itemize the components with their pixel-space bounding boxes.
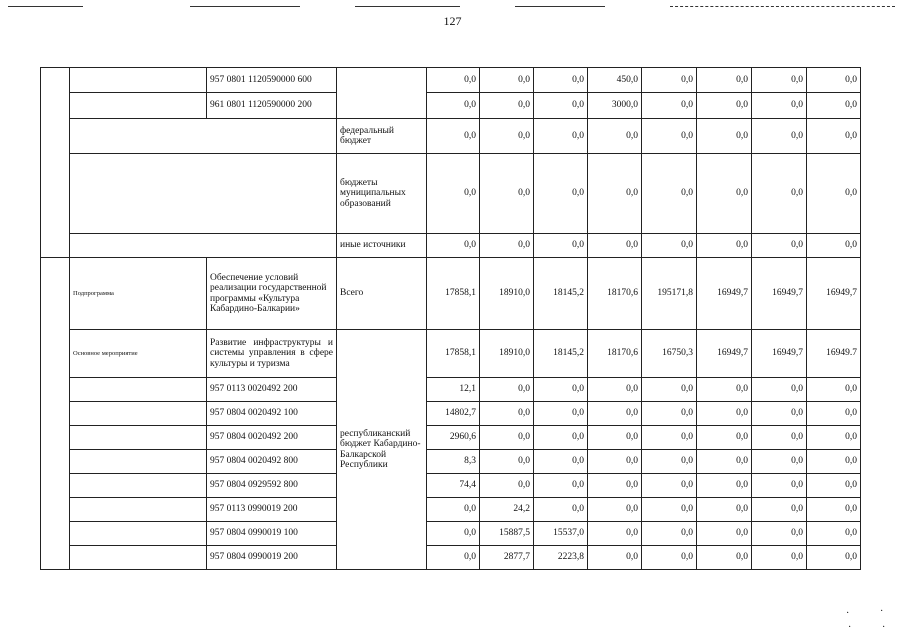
row-type: Подпрограмма <box>70 258 207 330</box>
value-cell: 0,0 <box>534 68 588 93</box>
value-cell: 0,0 <box>588 498 642 522</box>
value-cell: 16949,7 <box>752 330 807 378</box>
value-cell: 0,0 <box>427 68 480 93</box>
value-cell: 16750,3 <box>642 330 697 378</box>
value-cell: 0,0 <box>480 378 534 402</box>
value-cell: 0,0 <box>807 450 861 474</box>
funding-source: республиканский бюджет Кабардино-Балкарской Республики <box>337 330 427 570</box>
value-cell: 0,0 <box>697 498 752 522</box>
value-cell: 0,0 <box>642 522 697 546</box>
value-cell: 0,0 <box>534 450 588 474</box>
value-cell: 0,0 <box>752 93 807 119</box>
value-cell: 0,0 <box>588 402 642 426</box>
value-cell: 0,0 <box>807 154 861 234</box>
value-cell: 0,0 <box>642 154 697 234</box>
value-cell: 450,0 <box>588 68 642 93</box>
value-cell: 18910,0 <box>480 330 534 378</box>
value-cell: 0,0 <box>534 93 588 119</box>
value-cell: 0,0 <box>480 93 534 119</box>
budget-code: 957 0113 0990019 200 <box>207 498 337 522</box>
blank-cell <box>70 474 207 498</box>
blank-cell <box>70 498 207 522</box>
value-cell: 0,0 <box>642 546 697 570</box>
value-cell: 0,0 <box>697 522 752 546</box>
value-cell: 0,0 <box>642 474 697 498</box>
value-cell: 18170,6 <box>588 258 642 330</box>
value-cell: 16949,7 <box>807 258 861 330</box>
value-cell: 0,0 <box>588 234 642 258</box>
budget-code: 961 0801 1120590000 200 <box>207 93 337 119</box>
value-cell: 195171,8 <box>642 258 697 330</box>
header-rule <box>8 6 83 7</box>
budget-code: 957 0804 0020492 800 <box>207 450 337 474</box>
budget-code: 957 0804 0990019 200 <box>207 546 337 570</box>
value-cell: 0,0 <box>480 154 534 234</box>
value-cell: 0,0 <box>807 378 861 402</box>
value-cell: 17858,1 <box>427 258 480 330</box>
blank-cell <box>70 154 337 234</box>
value-cell: 0,0 <box>588 426 642 450</box>
value-cell: 0,0 <box>807 68 861 93</box>
program-name: Обеспечение условий реализации государственной программы «Культура Кабардино-Балкарии» <box>207 258 337 330</box>
value-cell: 0,0 <box>534 378 588 402</box>
value-cell: 0,0 <box>427 119 480 154</box>
scan-mark: · <box>880 606 884 617</box>
value-cell: 0,0 <box>480 426 534 450</box>
blank-cell <box>41 68 70 258</box>
value-cell: 0,0 <box>534 426 588 450</box>
value-cell: 15537,0 <box>534 522 588 546</box>
value-cell: 2960,6 <box>427 426 480 450</box>
value-cell: 18910,0 <box>480 258 534 330</box>
value-cell: 0,0 <box>427 234 480 258</box>
value-cell: 12,1 <box>427 378 480 402</box>
value-cell: 0,0 <box>642 378 697 402</box>
table-row <box>41 402 861 426</box>
value-cell: 17858,1 <box>427 330 480 378</box>
table-row <box>41 546 861 570</box>
budget-code: 957 0804 0990019 100 <box>207 522 337 546</box>
scan-mark: · <box>848 622 852 633</box>
blank-cell <box>70 234 337 258</box>
funding-source: иные источники <box>337 234 427 258</box>
value-cell: 0,0 <box>427 154 480 234</box>
value-cell: 0,0 <box>588 474 642 498</box>
value-cell: 0,0 <box>642 402 697 426</box>
table-row <box>41 378 861 402</box>
value-cell: 0,0 <box>588 378 642 402</box>
value-cell: 0,0 <box>534 154 588 234</box>
activity-name: Развитие инфраструктуры и системы управления в сфере культуры и туризма <box>207 330 337 378</box>
table-row <box>41 450 861 474</box>
blank-cell <box>41 258 70 570</box>
value-cell: 0,0 <box>588 119 642 154</box>
value-cell: 0,0 <box>752 450 807 474</box>
value-cell: 0,0 <box>807 402 861 426</box>
scan-mark: · <box>882 622 886 633</box>
header-rule <box>670 6 895 7</box>
value-cell: 0,0 <box>697 154 752 234</box>
value-cell: 0,0 <box>427 93 480 119</box>
blank-cell <box>70 402 207 426</box>
blank-cell <box>70 68 207 93</box>
value-cell: 0,0 <box>534 474 588 498</box>
table-row <box>41 93 861 119</box>
value-cell: 0,0 <box>807 498 861 522</box>
blank-cell <box>70 450 207 474</box>
header-rule <box>355 6 460 7</box>
value-cell: 0,0 <box>697 378 752 402</box>
budget-code: 957 0801 1120590000 600 <box>207 68 337 93</box>
value-cell: 0,0 <box>807 119 861 154</box>
table-row <box>41 498 861 522</box>
value-cell: 0,0 <box>752 402 807 426</box>
value-cell: 0,0 <box>480 234 534 258</box>
value-cell: 0,0 <box>807 93 861 119</box>
value-cell: 0,0 <box>752 119 807 154</box>
blank-cell <box>70 426 207 450</box>
value-cell: 0,0 <box>534 498 588 522</box>
value-cell: 14802,7 <box>427 402 480 426</box>
value-cell: 0,0 <box>752 498 807 522</box>
funding-source: бюджеты муниципальных образований <box>337 154 427 234</box>
budget-code: 957 0804 0929592 800 <box>207 474 337 498</box>
table-row <box>41 426 861 450</box>
table-row <box>41 258 861 330</box>
value-cell: 0,0 <box>480 474 534 498</box>
value-cell: 18170,6 <box>588 330 642 378</box>
value-cell: 0,0 <box>534 234 588 258</box>
blank-cell <box>70 119 337 154</box>
value-cell: 0,0 <box>752 474 807 498</box>
budget-code: 957 0113 0020492 200 <box>207 378 337 402</box>
value-cell: 0,0 <box>480 402 534 426</box>
funding-source: Всего <box>337 258 427 330</box>
value-cell: 15887,5 <box>480 522 534 546</box>
value-cell: 3000,0 <box>588 93 642 119</box>
value-cell: 0,0 <box>752 378 807 402</box>
table-row <box>41 234 861 258</box>
value-cell: 0,0 <box>807 426 861 450</box>
value-cell: 0,0 <box>642 68 697 93</box>
value-cell: 8,3 <box>427 450 480 474</box>
value-cell: 0,0 <box>480 119 534 154</box>
blank-cell <box>70 546 207 570</box>
value-cell: 0,0 <box>480 68 534 93</box>
table-row <box>41 68 861 93</box>
header-rule <box>515 6 605 7</box>
value-cell: 0,0 <box>807 522 861 546</box>
value-cell: 16949.7 <box>807 330 861 378</box>
value-cell: 0,0 <box>642 93 697 119</box>
funding-source: федеральный бюджет <box>337 119 427 154</box>
value-cell: 0,0 <box>752 154 807 234</box>
value-cell: 0,0 <box>807 234 861 258</box>
value-cell: 0,0 <box>588 522 642 546</box>
budget-code: 957 0804 0020492 100 <box>207 402 337 426</box>
table-row <box>41 522 861 546</box>
value-cell: 16949,7 <box>697 258 752 330</box>
value-cell: 0,0 <box>588 546 642 570</box>
value-cell: 0,0 <box>807 474 861 498</box>
value-cell: 0,0 <box>642 426 697 450</box>
table-row <box>41 119 861 154</box>
blank-cell <box>70 378 207 402</box>
value-cell: 0,0 <box>534 119 588 154</box>
table-row <box>41 474 861 498</box>
row-type: Основное мероприятие <box>70 330 207 378</box>
blank-cell <box>70 522 207 546</box>
value-cell: 0,0 <box>752 426 807 450</box>
value-cell: 0,0 <box>697 546 752 570</box>
value-cell: 2223,8 <box>534 546 588 570</box>
value-cell: 2877,7 <box>480 546 534 570</box>
value-cell: 24,2 <box>480 498 534 522</box>
value-cell: 0,0 <box>697 402 752 426</box>
value-cell: 0,0 <box>807 546 861 570</box>
value-cell: 0,0 <box>752 68 807 93</box>
value-cell: 0,0 <box>697 450 752 474</box>
budget-code: 957 0804 0020492 200 <box>207 426 337 450</box>
value-cell: 0,0 <box>588 450 642 474</box>
blank-cell <box>70 93 207 119</box>
table-row <box>41 154 861 234</box>
value-cell: 0,0 <box>697 119 752 154</box>
value-cell: 0,0 <box>752 522 807 546</box>
value-cell: 16949,7 <box>752 258 807 330</box>
value-cell: 0,0 <box>427 498 480 522</box>
value-cell: 0,0 <box>480 450 534 474</box>
value-cell: 16949,7 <box>697 330 752 378</box>
page-number: 127 <box>443 14 462 28</box>
header-rule <box>190 6 300 7</box>
value-cell: 74,4 <box>427 474 480 498</box>
value-cell: 0,0 <box>697 68 752 93</box>
value-cell: 0,0 <box>642 234 697 258</box>
value-cell: 0,0 <box>427 546 480 570</box>
value-cell: 0,0 <box>642 119 697 154</box>
value-cell: 0,0 <box>427 522 480 546</box>
value-cell: 0,0 <box>642 498 697 522</box>
value-cell: 0,0 <box>697 234 752 258</box>
value-cell: 0,0 <box>752 546 807 570</box>
value-cell: 0,0 <box>697 93 752 119</box>
value-cell: 0,0 <box>642 450 697 474</box>
table-row <box>41 330 861 378</box>
value-cell: 0,0 <box>697 474 752 498</box>
scan-mark: · <box>846 608 850 619</box>
budget-table <box>40 67 861 570</box>
blank-cell <box>337 68 427 119</box>
value-cell: 18145,2 <box>534 330 588 378</box>
value-cell: 0,0 <box>752 234 807 258</box>
value-cell: 0,0 <box>534 402 588 426</box>
value-cell: 0,0 <box>588 154 642 234</box>
value-cell: 0,0 <box>697 426 752 450</box>
value-cell: 18145,2 <box>534 258 588 330</box>
